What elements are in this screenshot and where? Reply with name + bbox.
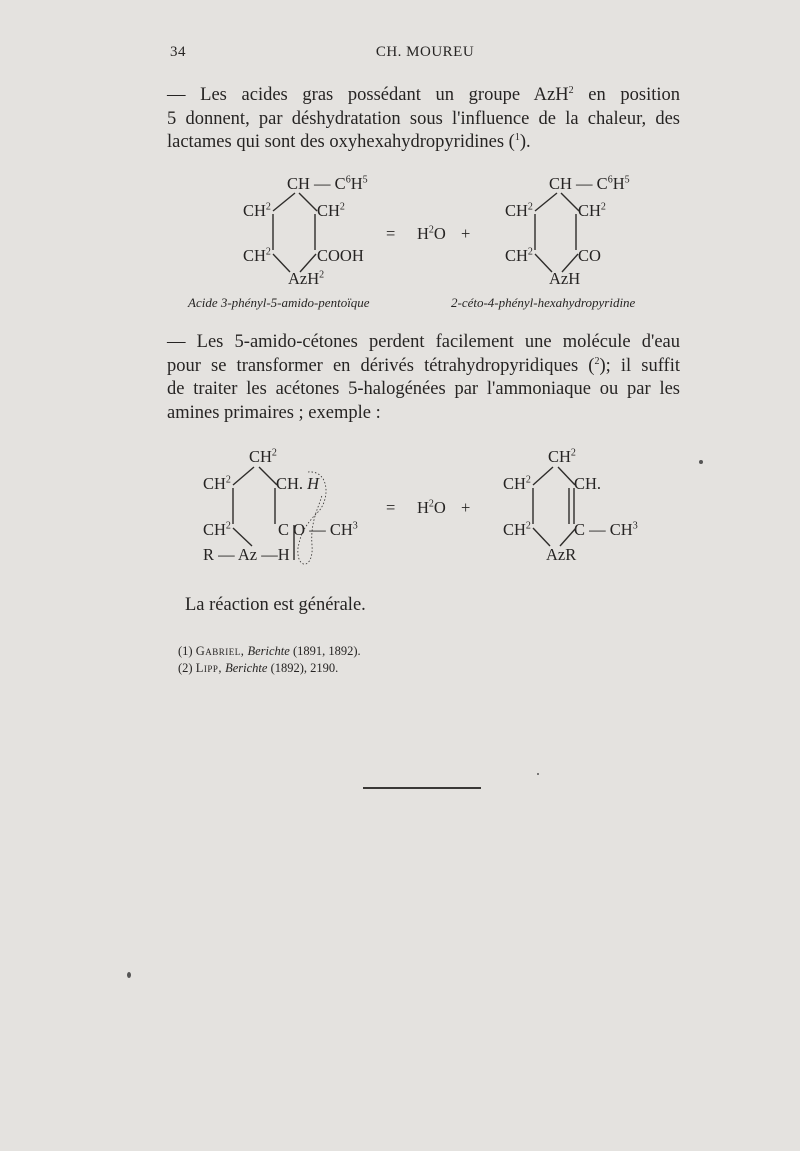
formula-ch2: $CH^2$ — [505, 201, 533, 220]
plus-sign: + — [461, 224, 471, 243]
running-title: CH. MOUREU — [375, 44, 475, 60]
formula-ch2: $CH^2$ — [503, 474, 531, 493]
paper-speck — [699, 460, 703, 464]
formula-ch2: $CH^2$ — [548, 447, 576, 466]
text-line: La réaction est générale. — [185, 595, 366, 615]
equals-sign: = — [386, 498, 396, 517]
formula-ch-phenyl-left: CH — $C^6H^5$ — [287, 174, 368, 193]
text-line: pour se transformer en dérivés tétrahydropyridiques ($^2$); il suffit — [167, 355, 680, 376]
formula-ch2: $CH^2$ — [243, 246, 271, 265]
caption-left: Acide 3-phényl-5-amido-pentoïque — [188, 295, 370, 310]
footnote: (2) Lipp, Berichte (1892), 2190. — [178, 661, 339, 675]
formula-ch2: $CH^2$ — [243, 201, 271, 220]
formula-ch2: $CH^2$ — [578, 201, 606, 220]
formula-ch2: $CH^2$ — [203, 520, 231, 539]
formula-ch2: $CH^2$ — [203, 474, 231, 493]
formula-ch: CH. — [574, 474, 602, 493]
footnotes — [178, 643, 361, 677]
formula-co: CO — [578, 246, 601, 265]
formula-ch2: $CH^2$ — [505, 246, 533, 265]
formula-c-ch3: C — $CH^3$ — [574, 520, 638, 539]
formula-c-o-ch3: C O — $CH^3$ — [278, 520, 358, 539]
text-line: 5 donnent, par déshydratation sous l'influence de la chaleur, des — [167, 108, 680, 129]
paper-speck — [537, 773, 539, 775]
equals-sign: = — [386, 224, 396, 243]
text-line: — Les acides gras possédant un groupe AzH$^2$ en position — [167, 84, 680, 105]
text-line: de traiter les acétones 5-halogénées par l'ammoniaque ou par les — [167, 379, 680, 399]
paper-speck — [127, 972, 131, 978]
formula-ch2: $CH^2$ — [503, 520, 531, 539]
formula-r-az-h: R — Az —H — [203, 545, 290, 564]
formula-azr: AzR — [546, 545, 577, 564]
text-line: lactames qui sont des oxyhexahydropyridines ($^1$). — [167, 131, 531, 152]
text-line: amines primaires ; exemple : — [167, 402, 381, 423]
water-formula: $H^2O$ — [417, 224, 446, 243]
text-line: — Les 5-amido-cétones perdent facilement une molécule d'eau — [167, 332, 680, 352]
formula-ch2: $CH^2$ — [249, 447, 277, 466]
formula-ch2: $CH^2$ — [317, 201, 345, 220]
paragraph-conclusion — [185, 594, 698, 618]
page-number: 34 — [170, 44, 186, 60]
formula-ch-phenyl-right: CH — $C^6H^5$ — [549, 174, 630, 193]
formula-ch-h: CH. H — [276, 474, 320, 493]
water-formula: $H^2O$ — [417, 498, 446, 517]
footnote: (1) Gabriel, Berichte (1891, 1892). — [178, 644, 361, 658]
formula-azh: AzH — [549, 269, 581, 288]
caption-right: 2-céto-4-phényl-hexahydropyridine — [451, 295, 636, 310]
formula-cooh: COOH — [317, 246, 364, 265]
formula-azh2: AzH$^2$ — [288, 269, 325, 288]
plus-sign: + — [461, 498, 471, 517]
end-rule — [363, 787, 481, 789]
